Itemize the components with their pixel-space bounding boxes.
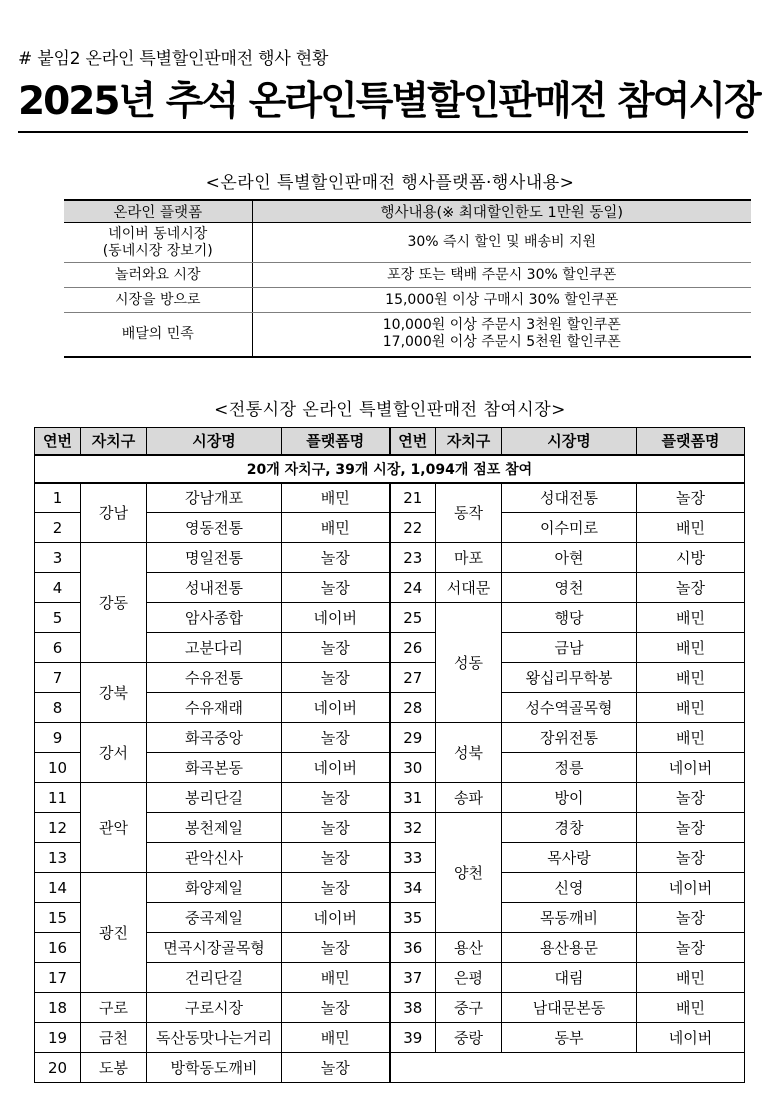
row-number: 1: [35, 483, 81, 513]
market-name: 대림: [502, 963, 637, 993]
row-number: 28: [390, 693, 436, 723]
market-name: 방학동도깨비: [147, 1053, 282, 1083]
district-name: 동작: [436, 483, 502, 543]
platform-name: 놀장: [282, 1053, 390, 1083]
market-name: 왕십리무학봉: [502, 663, 637, 693]
market-name: 암사종합: [147, 603, 282, 633]
table-row: [35, 663, 745, 693]
platform-name: 배민: [637, 693, 745, 723]
platform-name: 놀장: [282, 573, 390, 603]
platform-name-sub: (동네시장 장보기): [102, 242, 213, 259]
market-name: 명일전통: [147, 543, 282, 573]
market-name: 봉천제일: [147, 813, 282, 843]
row-number: 31: [390, 783, 436, 813]
market-name: 목동깨비: [502, 903, 637, 933]
platform-row-naver: [64, 223, 751, 263]
platform-table: [64, 199, 751, 358]
platform-name: 놀장: [282, 873, 390, 903]
market-name: 수유재래: [147, 693, 282, 723]
market-name: 경창: [502, 813, 637, 843]
row-number: 36: [390, 933, 436, 963]
markets-table-body: [35, 483, 745, 1083]
market-name: 화양제일: [147, 873, 282, 903]
platform-row-sibang: [64, 288, 751, 313]
platform-cell: [64, 223, 252, 263]
market-name: 관악신사: [147, 843, 282, 873]
platform-header: 플랫폼명: [282, 428, 390, 455]
event-cell: 포장 또는 택배 주문시 30% 할인쿠폰: [252, 263, 751, 288]
platform-name: 놀장: [282, 933, 390, 963]
platform-name: 놀장: [282, 813, 390, 843]
district-name: 용산: [436, 933, 502, 963]
page-title: 2025년 추석 온라인특별할인판매전 참여시장: [18, 79, 760, 124]
table-row: [35, 873, 745, 903]
platform-name: 놀장: [282, 783, 390, 813]
platform-name: 놀장: [282, 723, 390, 753]
market-name: 성대전통: [502, 483, 637, 513]
empty-cell: [390, 1053, 745, 1083]
market-name: 영천: [502, 573, 637, 603]
district-name: 강북: [81, 663, 147, 723]
platform-name: 배민: [637, 663, 745, 693]
market-name: 영동전통: [147, 513, 282, 543]
table-row: [35, 723, 745, 753]
platform-name: 네이버: [637, 873, 745, 903]
district-name: 서대문: [436, 573, 502, 603]
platform-name: 놀장: [637, 483, 745, 513]
platform-name: 배민: [637, 723, 745, 753]
event-cell: 30% 즉시 할인 및 배송비 지원: [252, 223, 751, 263]
row-number: 16: [35, 933, 81, 963]
market-name: 봉리단길: [147, 783, 282, 813]
platform-name: 놀장: [637, 933, 745, 963]
event-cell: 15,000원 이상 구매시 30% 할인쿠폰: [252, 288, 751, 313]
row-number: 17: [35, 963, 81, 993]
district-name: 구로: [81, 993, 147, 1023]
row-number: 14: [35, 873, 81, 903]
market-name: 방이: [502, 783, 637, 813]
event-column-header: 행사내용(※ 최대할인한도 1만원 동일): [252, 200, 751, 223]
market-name: 용산용문: [502, 933, 637, 963]
market-name: 성내전통: [147, 573, 282, 603]
row-number: 34: [390, 873, 436, 903]
district-name: 중구: [436, 993, 502, 1023]
platform-name: 놀장: [637, 903, 745, 933]
district-name: 마포: [436, 543, 502, 573]
platform-name: 네이버: [282, 753, 390, 783]
platform-name: 배민: [637, 513, 745, 543]
market-name: 행당: [502, 603, 637, 633]
row-number: 39: [390, 1023, 436, 1053]
row-number: 26: [390, 633, 436, 663]
title-underline: [18, 131, 748, 133]
market-name: 수유전통: [147, 663, 282, 693]
event-line: 17,000원 이상 주문시 5천원 할인쿠폰: [382, 334, 621, 351]
market-name: 중곡제일: [147, 903, 282, 933]
platform-header: 플랫폼명: [637, 428, 745, 455]
markets-table-header: [35, 428, 745, 455]
event-cell: [252, 313, 751, 357]
row-number: 23: [390, 543, 436, 573]
row-number: 13: [35, 843, 81, 873]
market-name: 신영: [502, 873, 637, 903]
summary-row: [35, 455, 745, 483]
market-header: 시장명: [502, 428, 637, 455]
platform-name: 배민: [282, 963, 390, 993]
platform-name: 놀장: [282, 633, 390, 663]
row-number: 15: [35, 903, 81, 933]
district-name: 성북: [436, 723, 502, 783]
district-header: 자치구: [81, 428, 147, 455]
district-name: 은평: [436, 963, 502, 993]
district-name: 양천: [436, 813, 502, 933]
platform-name: 놀장: [282, 843, 390, 873]
row-number: 5: [35, 603, 81, 633]
market-name: 금남: [502, 633, 637, 663]
row-number: 21: [390, 483, 436, 513]
market-name: 동부: [502, 1023, 637, 1053]
market-name: 화곡본동: [147, 753, 282, 783]
platform-name: 네이버: [282, 603, 390, 633]
platform-name: 놀장: [637, 573, 745, 603]
platform-name: 시방: [637, 543, 745, 573]
row-number: 4: [35, 573, 81, 603]
platform-name: 배민: [637, 963, 745, 993]
row-number: 3: [35, 543, 81, 573]
platform-name: 놀장: [637, 843, 745, 873]
market-name: 강남개포: [147, 483, 282, 513]
market-name: 성수역골목형: [502, 693, 637, 723]
platform-name: 네이버: [637, 1023, 745, 1053]
district-name: 성동: [436, 603, 502, 723]
platform-name: 배달의 민족: [64, 313, 252, 357]
platform-name: 놀장: [637, 783, 745, 813]
district-name: 중랑: [436, 1023, 502, 1053]
row-number: 38: [390, 993, 436, 1023]
row-number: 30: [390, 753, 436, 783]
market-name: 정릉: [502, 753, 637, 783]
market-name: 아현: [502, 543, 637, 573]
platform-name: 배민: [282, 1023, 390, 1053]
row-number: 10: [35, 753, 81, 783]
attachment-label: # 붙임2 온라인 특별할인판매전 행사 현황: [18, 49, 329, 69]
platform-name: 네이버: [282, 903, 390, 933]
row-number: 11: [35, 783, 81, 813]
row-number: 22: [390, 513, 436, 543]
platform-name: 놀장: [282, 663, 390, 693]
district-name: 도봉: [81, 1053, 147, 1083]
row-number: 29: [390, 723, 436, 753]
row-number: 2: [35, 513, 81, 543]
platform-name: 놀장: [282, 993, 390, 1023]
market-name: 구로시장: [147, 993, 282, 1023]
platform-name: 네이버: [637, 753, 745, 783]
platform-name: 놀장: [282, 543, 390, 573]
row-number: 9: [35, 723, 81, 753]
platform-name: 배민: [637, 633, 745, 663]
table-row: [35, 1053, 745, 1083]
no-header: 연번: [390, 428, 436, 455]
platform-row-baemin: [64, 313, 751, 357]
platform-name: 배민: [637, 603, 745, 633]
platform-column-header: 온라인 플랫폼: [64, 200, 252, 223]
row-number: 25: [390, 603, 436, 633]
platform-table-header: [64, 200, 751, 223]
platform-name: 배민: [282, 483, 390, 513]
market-name: 장위전통: [502, 723, 637, 753]
row-number: 20: [35, 1053, 81, 1083]
district-name: 금천: [81, 1023, 147, 1053]
row-number: 12: [35, 813, 81, 843]
district-header: 자치구: [436, 428, 502, 455]
market-name: 건리단길: [147, 963, 282, 993]
row-number: 7: [35, 663, 81, 693]
market-name: 면곡시장골목형: [147, 933, 282, 963]
table-row: [35, 543, 745, 573]
district-name: 강남: [81, 483, 147, 543]
market-name: 화곡중앙: [147, 723, 282, 753]
platform-name: 배민: [282, 513, 390, 543]
platform-name: 놀장: [637, 813, 745, 843]
platform-name: 네이버 동네시장: [108, 225, 208, 242]
market-name: 독산동맛나는거리: [147, 1023, 282, 1053]
district-name: 강서: [81, 723, 147, 783]
district-name: 관악: [81, 783, 147, 873]
row-number: 32: [390, 813, 436, 843]
row-number: 18: [35, 993, 81, 1023]
market-header: 시장명: [147, 428, 282, 455]
table-row: [35, 783, 745, 813]
market-name: 이수미로: [502, 513, 637, 543]
market-name: 목사랑: [502, 843, 637, 873]
district-name: 송파: [436, 783, 502, 813]
no-header: 연번: [35, 428, 81, 455]
row-number: 19: [35, 1023, 81, 1053]
row-number: 37: [390, 963, 436, 993]
table-row: [35, 483, 745, 513]
row-number: 6: [35, 633, 81, 663]
district-name: 강동: [81, 543, 147, 663]
participation-summary: 20개 자치구, 39개 시장, 1,094개 점포 참여: [35, 455, 745, 483]
market-name: 남대문본동: [502, 993, 637, 1023]
event-line: 10,000원 이상 주문시 3천원 할인쿠폰: [382, 317, 621, 334]
platform-name: 네이버: [282, 693, 390, 723]
platform-row-nuljang: [64, 263, 751, 288]
markets-table: [34, 427, 745, 1083]
platform-section-title: <온라인 특별할인판매전 행사플랫폼·행사내용>: [205, 173, 575, 193]
row-number: 27: [390, 663, 436, 693]
row-number: 35: [390, 903, 436, 933]
platform-name: 놀러와요 시장: [64, 263, 252, 288]
row-number: 8: [35, 693, 81, 723]
platform-name: 시장을 방으로: [64, 288, 252, 313]
row-number: 33: [390, 843, 436, 873]
district-name: 광진: [81, 873, 147, 993]
platform-name: 배민: [637, 993, 745, 1023]
table-row: [35, 1023, 745, 1053]
row-number: 24: [390, 573, 436, 603]
market-name: 고분다리: [147, 633, 282, 663]
table-row: [35, 993, 745, 1023]
markets-section-title: <전통시장 온라인 특별할인판매전 참여시장>: [214, 400, 566, 420]
